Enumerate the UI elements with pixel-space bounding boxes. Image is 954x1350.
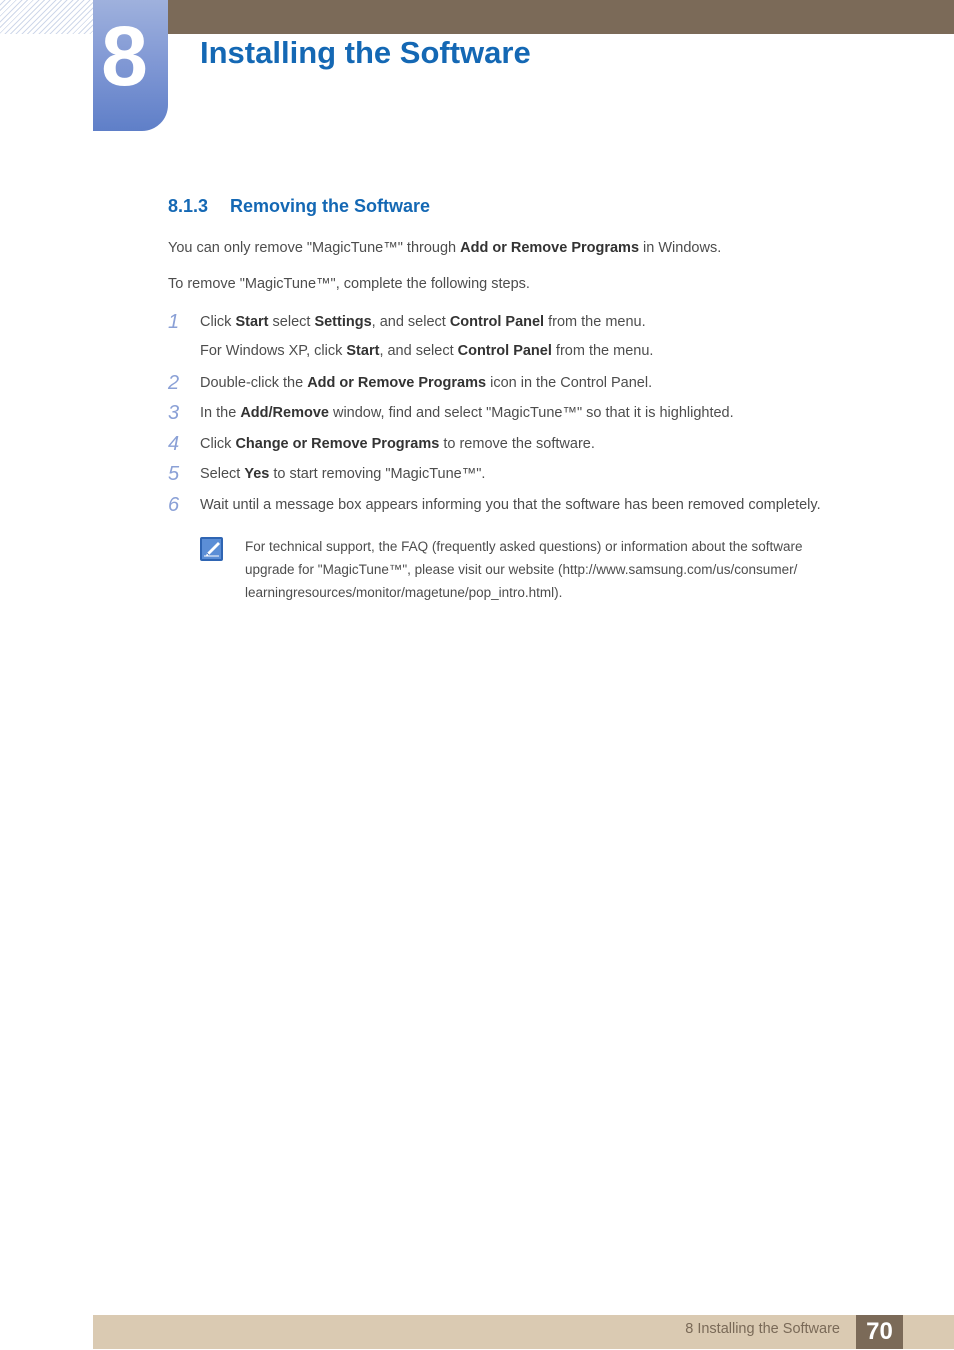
decorative-hatch	[0, 0, 93, 34]
section-number: 8.1.3	[168, 196, 209, 216]
intro-paragraph-1	[168, 240, 721, 256]
step-number: 3	[168, 402, 180, 424]
chapter-number: 8	[101, 9, 148, 103]
step-sub-text: For Windows XP, click Start, and select Control Panel from the menu.	[200, 343, 654, 359]
section-title: Removing the Software	[230, 196, 431, 216]
step-number: 1	[168, 311, 180, 333]
note-text: For technical support, the FAQ (frequently asked questions) or information about the software upgrade for "MagicTune™", please visit our website (http://www.samsung.com/us/consumer/ learningresources/monitor/magetune/pop_intro.html).	[245, 539, 803, 600]
step-number: 4	[168, 433, 180, 455]
top-band	[93, 0, 954, 34]
intro-paragraph-2: To remove "MagicTune™", complete the following steps.	[168, 276, 530, 292]
step-text: Wait until a message box appears informing you that the software has been removed completely.	[200, 497, 821, 513]
step-number: 2	[168, 372, 180, 394]
step-text: Select Yes to start removing "MagicTune™".	[200, 466, 486, 482]
intro-text-end: in Windows.	[639, 240, 722, 256]
step-text: Click Change or Remove Programs to remove the software.	[200, 436, 595, 452]
intro-text: You can only remove "MagicTune™" through	[168, 240, 461, 256]
step-number: 5	[168, 463, 180, 485]
chapter-title: Installing the Software	[200, 35, 531, 70]
step-number: 6	[168, 494, 180, 516]
step-text: In the Add/Remove window, find and select "MagicTune™" so that it is highlighted.	[200, 405, 734, 421]
section-heading	[168, 196, 430, 217]
step-text: Double-click the Add or Remove Programs icon in the Control Panel.	[200, 375, 653, 391]
footer-chapter-label: 8 Installing the Software	[685, 1321, 840, 1337]
note-pencil-icon	[200, 537, 223, 561]
step-text: Click Start select Settings, and select Control Panel from the menu.	[200, 314, 646, 330]
intro-bold: Add or Remove Programs	[460, 240, 640, 256]
page-number: 70	[856, 1315, 903, 1349]
